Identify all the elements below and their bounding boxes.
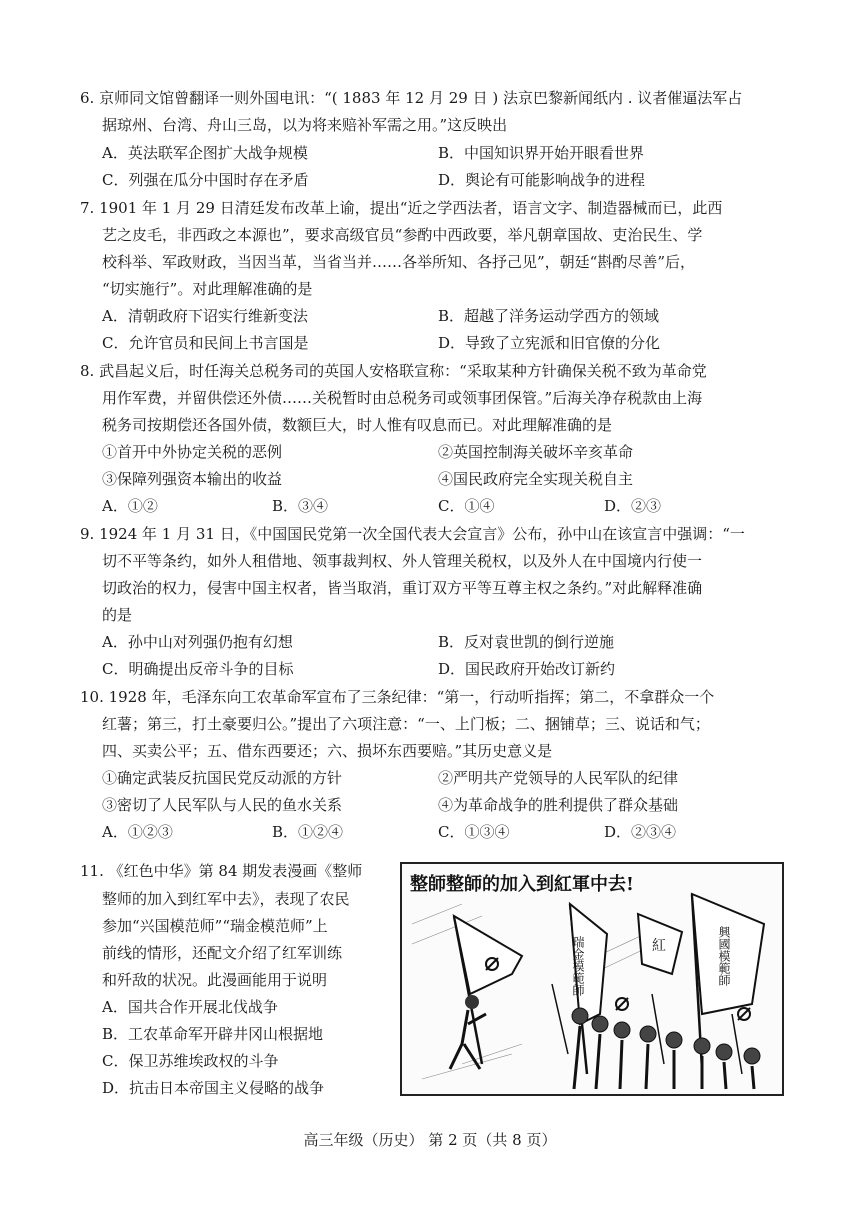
question-7-line-1 bbox=[80, 198, 722, 218]
option-d: D．②③ bbox=[604, 497, 662, 515]
question-stem: 用作军费，并留供偿还外债……关税暂时由总税务司或领事团保管。”后海关净存税款由上海 bbox=[102, 389, 703, 407]
question-number: 7. bbox=[80, 199, 95, 217]
option-b: B．③④ bbox=[272, 497, 329, 515]
question-stem: 据琼州、台湾、舟山三岛，以为将来赔补军需之用。”这反映出 bbox=[102, 116, 508, 134]
question-stem: 税务司按期偿还各国外债，数额巨大，时人惟有叹息而已。对此理解准确的是 bbox=[102, 416, 613, 434]
sub-item-3: ③密切了人民军队与人民的鱼水关系 bbox=[102, 796, 343, 814]
option-a: A．①②③ bbox=[102, 823, 173, 841]
question-stem: 武昌起义后，时任海关总税务司的英国人安格联宣称：“采取某种方针确保关税不致为革命党 bbox=[99, 362, 707, 380]
option-c: C．明确提出反帝斗争的目标 bbox=[102, 660, 294, 678]
option-b: B．工农革命军开辟井冈山根据地 bbox=[102, 1025, 324, 1043]
question-10-line-1 bbox=[80, 687, 714, 707]
question-stem: 和歼敌的状况。此漫画能用于说明 bbox=[102, 971, 328, 989]
question-stem: 参加“兴国模范师”“瑞金模范师”上 bbox=[102, 917, 328, 935]
question-stem: 切不平等条约，如外人租借地、领事裁判权、外人管理关税权，以及外人在中国境内行使一 bbox=[102, 552, 703, 570]
question-11-line-1 bbox=[80, 861, 362, 881]
question-stem: 的是 bbox=[102, 606, 133, 624]
option-d: D．抗击日本帝国主义侵略的战争 bbox=[102, 1079, 325, 1097]
question-stem: “切实施行”。对此理解准确的是 bbox=[102, 280, 313, 298]
option-d: D．国民政府开始改订新约 bbox=[438, 660, 616, 678]
sub-item-3: ③保障列强资本输出的收益 bbox=[102, 470, 283, 488]
option-a: A．国共合作开展北伐战争 bbox=[102, 998, 278, 1016]
question-stem: 1924 年 1 月 31 日，《中国国民党第一次全国代表大会宣言》公布，孙中山在该宣言中强调：“一 bbox=[99, 525, 745, 543]
option-d: D．导致了立宪派和旧官僚的分化 bbox=[438, 334, 661, 352]
option-a: A．英法联军企图扩大战争规模 bbox=[102, 144, 308, 162]
question-6-line-1 bbox=[80, 88, 742, 108]
question-9-line-1 bbox=[80, 524, 745, 544]
question-number: 11. bbox=[80, 862, 104, 880]
question-stem: 1901 年 1 月 29 日清廷发布改革上谕，提出“近之学西法者，语言文字、制造器械而已，此西 bbox=[99, 199, 723, 217]
option-c: C．①④ bbox=[438, 497, 495, 515]
option-b: B．超越了洋务运动学西方的领域 bbox=[438, 307, 660, 325]
option-b: B．中国知识界开始开眼看世界 bbox=[438, 144, 645, 162]
sub-item-1: ①确定武装反抗国民党反动派的方针 bbox=[102, 769, 343, 787]
option-a: A．①② bbox=[102, 497, 158, 515]
question-stem: 四、买卖公平；五、借东西要还；六、损坏东西要赔。”其历史意义是 bbox=[102, 742, 553, 760]
question-8-line-1 bbox=[80, 361, 707, 381]
question-stem: 整师的加入到红军中去》，表现了农民 bbox=[102, 890, 350, 908]
question-number: 10. bbox=[80, 688, 104, 706]
option-a: A．清朝政府下诏实行维新变法 bbox=[102, 307, 308, 325]
option-c: C．列强在瓜分中国时存在矛盾 bbox=[102, 171, 309, 189]
option-a: A．孙中山对列强仍抱有幻想 bbox=[102, 633, 293, 651]
question-stem: 1928 年，毛泽东向工农革命军宣布了三条纪律：“第一，行动听指挥；第二，不拿群众一个 bbox=[108, 688, 715, 706]
comic-illustration bbox=[400, 862, 784, 1096]
flag-small-text: 紅 bbox=[652, 938, 666, 954]
question-stem: 艺之皮毛，非西政之本源也”，要求高级官员“参酌中西政要，举凡朝章国故、吏治民生、学 bbox=[102, 226, 703, 244]
option-d: D．②③④ bbox=[604, 823, 677, 841]
question-stem: 前线的情形，还配文介绍了红军训练 bbox=[102, 944, 343, 962]
sub-item-1: ①首开中外协定关税的恶例 bbox=[102, 443, 283, 461]
question-number: 9. bbox=[80, 525, 95, 543]
question-stem: 京师同文馆曾翻译一则外国电讯：“( 1883 年 12 月 29 日 ) 法京巴黎新闻纸内 . 议者催逼法军占 bbox=[99, 89, 743, 107]
question-stem: 《红色中华》第 84 期发表漫画《整师 bbox=[108, 862, 363, 880]
flag-left-text: 瑞金模範師 bbox=[571, 936, 585, 996]
comic-caption: 整師整師的加入到紅軍中去! bbox=[410, 874, 634, 895]
sub-item-2: ②英国控制海关破坏辛亥革命 bbox=[438, 443, 634, 461]
question-stem: 校科举、军政财政，当因当革，当省当并……各举所知、各抒己见”，朝廷“斟酌尽善”后， bbox=[102, 253, 696, 271]
option-c: C．保卫苏维埃政权的斗争 bbox=[102, 1052, 279, 1070]
sub-item-4: ④为革命战争的胜利提供了群众基础 bbox=[438, 796, 679, 814]
question-stem: 红薯；第三，打土豪要归公。”提出了六项注意：“一、上门板；二、捆铺草；三、说话和气； bbox=[102, 715, 710, 733]
sub-item-4: ④国民政府完全实现关税自主 bbox=[438, 470, 634, 488]
hammer-sickle-icon bbox=[616, 998, 628, 1010]
option-d: D．舆论有可能影响战争的进程 bbox=[438, 171, 646, 189]
option-b: B．反对袁世凯的倒行逆施 bbox=[438, 633, 615, 651]
comic-drawing bbox=[402, 864, 782, 1094]
question-number: 6. bbox=[80, 89, 95, 107]
flag-right-text: 興國模範師 bbox=[717, 926, 731, 986]
option-c: C．①③④ bbox=[438, 823, 510, 841]
hammer-sickle-icon bbox=[738, 1008, 750, 1020]
question-number: 8. bbox=[80, 362, 95, 380]
option-c: C．允许官员和民间上书言国是 bbox=[102, 334, 309, 352]
page-footer: 高三年级（历史） 第 2 页（共 8 页） bbox=[303, 1131, 557, 1149]
sub-item-2: ②严明共产党领导的人民军队的纪律 bbox=[438, 769, 679, 787]
question-stem: 切政治的权力，侵害中国主权者，皆当取消，重订双方平等互尊主权之条约。”对此解释准确 bbox=[102, 579, 703, 597]
option-b: B．①②④ bbox=[272, 823, 344, 841]
